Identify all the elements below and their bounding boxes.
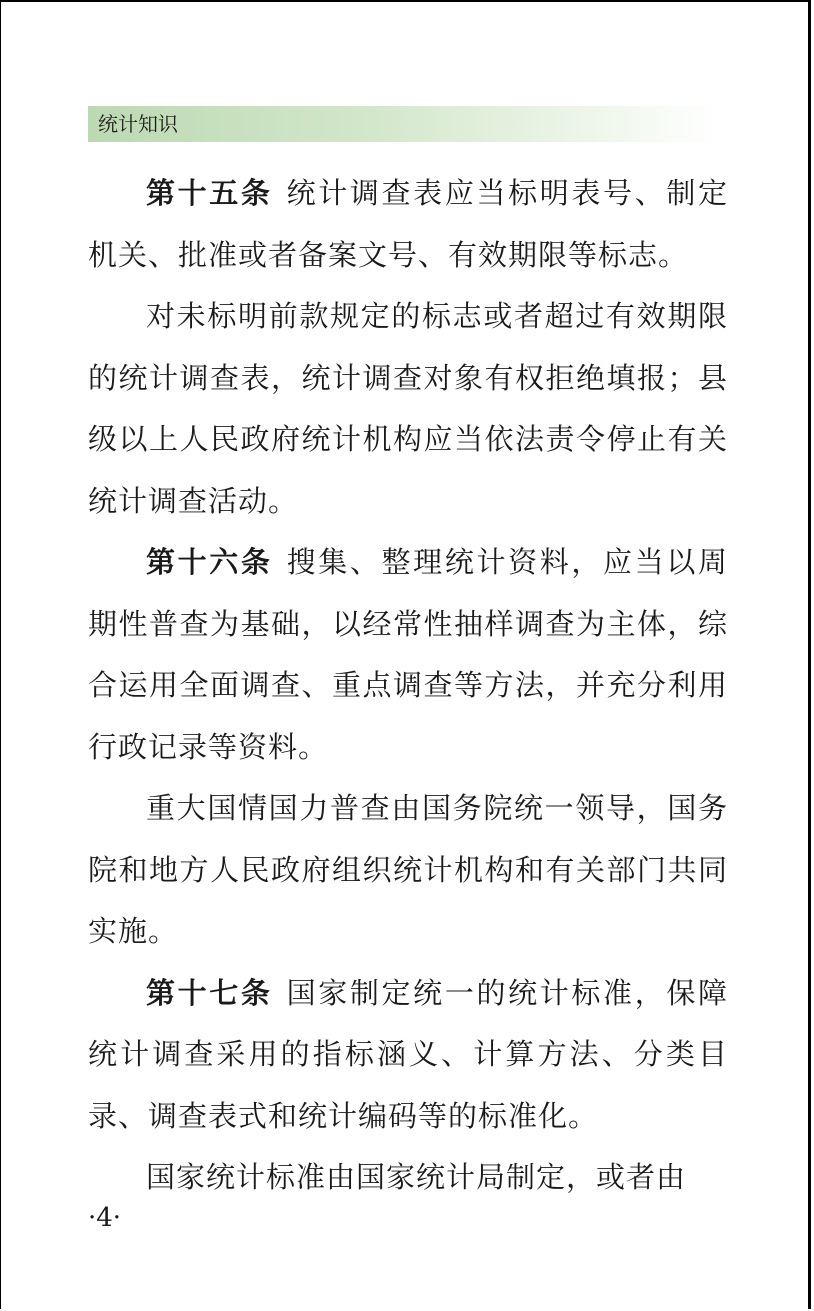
article-heading: 第十七条 [146,975,273,1010]
paragraph-article-15-clause-2 [88,286,728,532]
article-heading: 第十五条 [146,176,273,210]
paragraph-text: 搜集、整理统计资料，应当以周期性普查为基础，以经常性抽样调查为主体，综合运用全面调查、重点调查等方法，并充分利用行政记录等资料。 [88,545,728,764]
paragraph-text: 统计调查表应当标明表号、制定机关、批准或者备案文号、有效期限等标志。 [88,176,728,272]
paragraph-text: 国家制定统一的统计标准，保障统计调查采用的指标涵义、计算方法、分类目录、调查表式和统计编码等的标准化。 [88,975,728,1133]
section-header-label: 统计知识 [98,112,178,136]
page-number: ·4· [88,1203,122,1233]
paragraph-article-17 [88,963,728,1148]
paragraph-article-16-clause-2 [88,778,728,963]
paragraph-text: 重大国情国力普查由国务院统一领导，国务院和地方人民政府组织统计机构和有关部门共同实施。 [88,791,728,948]
paragraph-text: 对未标明前款规定的标志或者超过有效期限的统计调查表，统计调查对象有权拒绝填报；县级以上人民政府统计机构应当依法责令停止有关统计调查活动。 [88,299,728,518]
document-body [88,163,728,1209]
article-heading: 第十六条 [146,545,273,579]
section-header-band [88,106,718,142]
paragraph-article-17-clause-2 [88,1147,728,1209]
paragraph-article-15 [88,163,728,286]
paragraph-text: 国家统计标准由国家统计局制定，或者由 [146,1160,687,1194]
paragraph-article-16 [88,532,728,778]
